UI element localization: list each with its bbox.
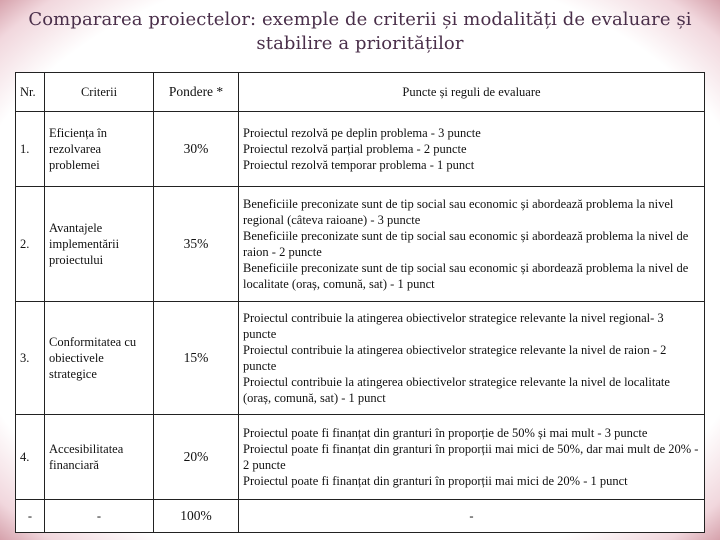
total-criterion: - xyxy=(45,500,154,533)
total-weight: 100% xyxy=(154,500,239,533)
row-rules xyxy=(239,112,705,187)
row-criterion: Accesibilitatea financiară xyxy=(45,415,154,500)
table-row xyxy=(16,187,705,302)
rule-line: Beneficiile preconizate sunt de tip social sau economic și abordează problema la nivel de raion - 2 puncte xyxy=(243,229,689,259)
criteria-table xyxy=(15,72,705,533)
row-criterion: Conformitatea cu obiectivele strategice xyxy=(45,302,154,415)
row-weight: 35% xyxy=(154,187,239,302)
rule-line: Proiectul rezolvă pe deplin problema - 3 puncte xyxy=(243,126,481,140)
rule-line: Proiectul poate fi finanțat din granturi în proporții mai mici de 50%, dar mai mult de 20% - 2 puncte xyxy=(243,442,699,472)
row-number: 4. xyxy=(16,415,45,500)
row-rules xyxy=(239,415,705,500)
table-row xyxy=(16,112,705,187)
row-number: 2. xyxy=(16,187,45,302)
row-number: 1. xyxy=(16,112,45,187)
rule-line: Proiectul contribuie la atingerea obiectivelor strategice relevante la nivel de raion - 2 puncte xyxy=(243,343,667,373)
row-weight: 15% xyxy=(154,302,239,415)
header-criterii: Criterii xyxy=(45,73,154,112)
table-row xyxy=(16,302,705,415)
rule-line: Beneficiile preconizate sunt de tip social sau economic și abordează problema la nivel de localitate (oraș, comună, sat) - 1 punct xyxy=(243,261,689,291)
rule-line: Proiectul poate fi finanțat din granturi în proporții mai mici de 20% - 1 punct xyxy=(243,474,628,488)
header-pondere: Pondere * xyxy=(154,73,239,112)
rule-line: Proiectul rezolvă temporar problema - 1 punct xyxy=(243,158,475,172)
row-criterion: Eficiența în rezolvarea problemei xyxy=(45,112,154,187)
row-rules xyxy=(239,302,705,415)
row-criterion: Avantajele implementării proiectului xyxy=(45,187,154,302)
rule-line: Proiectul contribuie la atingerea obiectivelor strategice relevante la nivel regional- 3 puncte xyxy=(243,311,664,341)
total-number: - xyxy=(16,500,45,533)
row-weight: 20% xyxy=(154,415,239,500)
page-title: Compararea proiectelor: exemple de criterii și modalități de evaluare și stabilire a priorităților xyxy=(28,9,692,54)
rule-line: Proiectul rezolvă parțial problema - 2 puncte xyxy=(243,142,467,156)
table-row xyxy=(16,415,705,500)
row-rules xyxy=(239,187,705,302)
row-number: 3. xyxy=(16,302,45,415)
rule-line: Beneficiile preconizate sunt de tip social sau economic și abordează problema la nivel regional (câteva raioane) - 3 puncte xyxy=(243,197,674,227)
total-rules: - xyxy=(239,500,705,533)
row-weight: 30% xyxy=(154,112,239,187)
table-total-row xyxy=(16,500,705,533)
header-nr: Nr. xyxy=(16,73,45,112)
table-header-row xyxy=(16,73,705,112)
rule-line: Proiectul contribuie la atingerea obiectivelor strategice relevante la nivel de localitate (oraș, comună, sat) - 1 punct xyxy=(243,375,670,405)
rule-line: Proiectul poate fi finanțat din granturi în proporție de 50% și mai mult - 3 puncte xyxy=(243,426,648,440)
header-puncte: Puncte și reguli de evaluare xyxy=(239,73,705,112)
